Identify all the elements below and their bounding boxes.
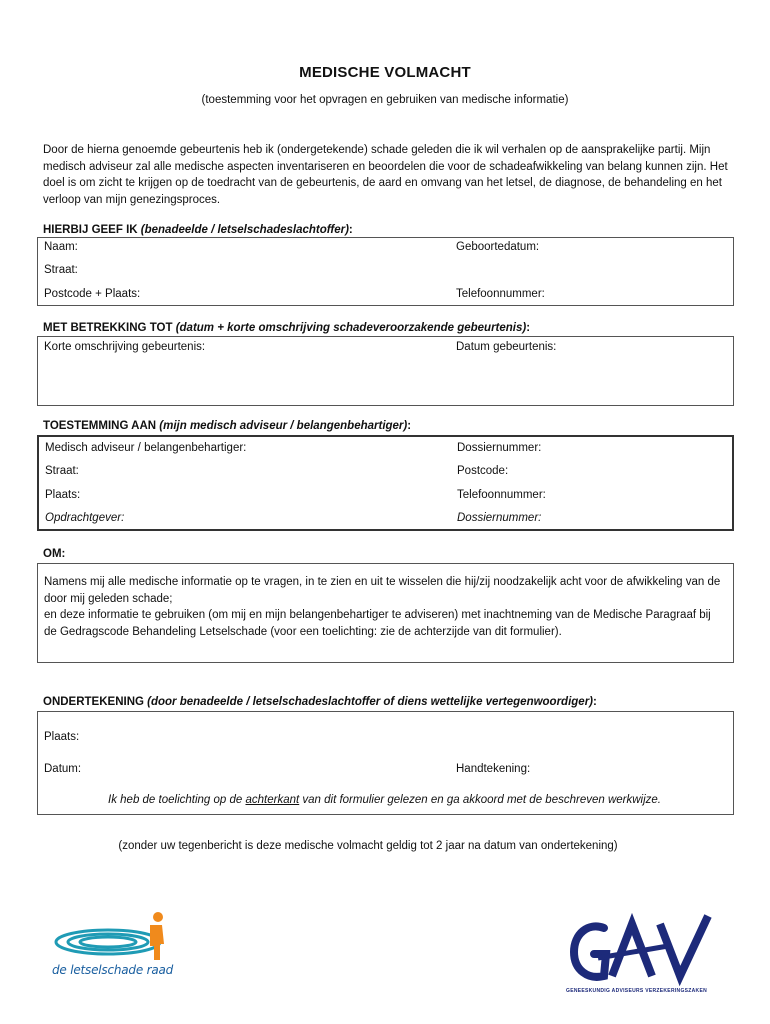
postcode-label[interactable]: Postcode: [457, 465, 509, 477]
section-heading-om: OM: [43, 548, 66, 560]
naam-label[interactable]: Naam: [44, 241, 78, 253]
section-heading-italic: (door benadeelde / letselschadeslachtoffer of diens wettelijke vertegenwoordiger) [147, 696, 594, 708]
plaats-label[interactable]: Plaats: [45, 489, 81, 501]
gav-logo [568, 910, 718, 998]
note-text-after: van dit formulier gelezen en ga akkoord met de beschreven werkwijze. [299, 794, 661, 806]
incident-box [37, 336, 734, 406]
telefoonnummer-label[interactable]: Telefoonnummer: [457, 489, 546, 501]
section-heading-italic: (datum + korte omschrijving schadeveroorzakende gebeurtenis) [175, 322, 527, 334]
section-heading-bold: TOESTEMMING AAN [43, 420, 160, 432]
plaats-label[interactable]: Plaats: [44, 731, 80, 743]
personal-details-box [37, 237, 734, 306]
straat-label[interactable]: Straat: [44, 264, 78, 276]
agreement-note [38, 794, 731, 806]
omschrijving-label[interactable]: Korte omschrijving gebeurtenis: [44, 341, 206, 353]
section-heading-toestemming [43, 420, 411, 432]
section-heading-betrekking [43, 322, 530, 334]
note-text-before: Ik heb de toelichting op de [108, 794, 246, 806]
datum-label[interactable]: Datum: [44, 763, 82, 775]
section-heading-bold: ONDERTEKENING [43, 696, 148, 708]
section-heading-end: : [526, 322, 531, 334]
person-figure-icon [150, 912, 164, 960]
gav-logo-text: GENEESKUNDIG ADVISEURS VERZEKERINGSZAKEN [566, 988, 707, 994]
section-heading-italic: (mijn medisch adviseur / belangenbehartiger) [159, 420, 408, 432]
section-heading-bold: MET BETREKKING TOT [43, 322, 176, 334]
dossiernummer-opdrachtgever-label[interactable]: Dossiernummer: [457, 512, 542, 524]
datum-gebeurtenis-label[interactable]: Datum gebeurtenis: [456, 341, 557, 353]
section-heading-end: : [407, 420, 412, 432]
page-title: MEDISCHE VOLMACHT [299, 64, 471, 81]
postcode-plaats-label[interactable]: Postcode + Plaats: [44, 288, 141, 300]
purpose-line-2: en deze informatie te gebruiken (om mij en mijn belangenbehartiger te adviseren) met inachtneming van de Medische Paragraaf bij de Gedragscode Behandeling Letselschade (voor een toelichting: zie de achterzijde van dit formulier). [44, 609, 711, 638]
letselschade-raad-text: de letselschade raad [52, 963, 174, 977]
signature-box [37, 711, 734, 815]
section-heading-italic: (benadeelde / letselschadeslachtoffer) [140, 224, 349, 236]
purpose-box [37, 563, 734, 663]
intro-paragraph: Door de hierna genoemde gebeurtenis heb ik (ondergetekende) schade geleden die ik wil verhalen op de aansprakelijke partij. Mijn medisch adviseur zal alle medische aspecten inventariseren en beoordelen die voor de schadeafwikkeling van belang kunnen zijn. Het doel is om zicht te krijgen op de toedracht van de gebeurtenis, de aard en omvang van het letsel, de diagnose, de behandeling en het verloop van mijn genezingsproces. [43, 144, 728, 206]
handtekening-label[interactable]: Handtekening: [456, 763, 531, 775]
page-subtitle: (toestemming voor het opvragen en gebruiken van medische informatie) [201, 94, 569, 106]
adviser-box [37, 435, 734, 531]
geboortedatum-label[interactable]: Geboortedatum: [456, 241, 540, 253]
dossiernummer-label[interactable]: Dossiernummer: [457, 442, 542, 454]
section-heading-hierbij [43, 224, 353, 236]
purpose-text [44, 574, 724, 640]
achterkant-link[interactable]: achterkant [245, 794, 300, 806]
telefoonnummer-label[interactable]: Telefoonnummer: [456, 288, 545, 300]
validity-note: (zonder uw tegenbericht is deze medische volmacht geldig tot 2 jaar na datum van ondertekening) [118, 840, 618, 852]
section-heading-bold: HIERBIJ GEEF IK [43, 224, 141, 236]
opdrachtgever-label[interactable]: Opdrachtgever: [45, 512, 125, 524]
adviseur-label[interactable]: Medisch adviseur / belangenbehartiger: [45, 442, 247, 454]
section-heading-ondertekening [43, 696, 597, 708]
section-heading-end: : [593, 696, 597, 708]
straat-label[interactable]: Straat: [45, 465, 79, 477]
purpose-line-1: Namens mij alle medische informatie op te vragen, in te zien en uit te wisselen die hij/zij noodzakelijk acht voor de afwikkeling van de door mij geleden schade; [44, 576, 721, 605]
section-heading-end: : [348, 224, 353, 236]
